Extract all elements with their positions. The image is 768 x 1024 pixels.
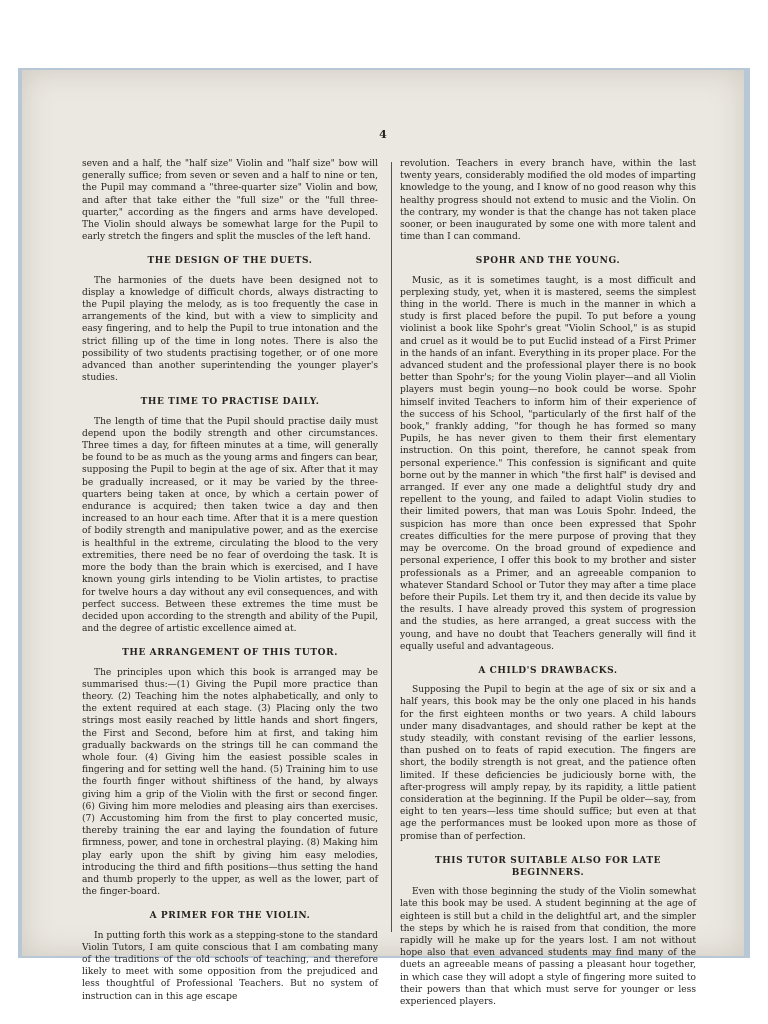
- continued-paragraph: seven and a half, the "half size" Violin and "half size" bow will generally suffice; from seven or seven and a half to nine or ten, the Pupil may command a "three-quarter size" Violin and bow, and after that take either the "full size" or the "full three-quarter," according as the fingers and arms have developed. The Violin should always be somewhat large for the Pupil to early stretch the fingers and split the muscles of the left hand.: [82, 159, 378, 243]
- time-paragraph: The length of time that the Pupil should practise daily must depend upon the bodily strength and other circumstances. Three times a day, for fifteen minutes at a time, will generally be found to be as much as the young arms and fingers can bear, supposing the Pupil to begin at the age of six. After that it may be gradually increased, or it may be varied by the three-quarters being taken at once, by which a certain power of endurance is acquired; then taken twice a day and then increased to an hour each time. After that it is a mere question of bodily strength and manipulative power, and as the exercise is healthful in the extreme, circulating the blood to the very extremities, there need be no fear of overdoing the task. It is more the body than the brain which is exercised, and I have known young girls intending to be Violin artistes, to practise for twelve hours a day without any evil consequences, and with perfect success. Between these extremes the time must be decided upon according to the strength and ability of the Pupil, and the degree of artistic excellence aimed at.: [82, 416, 378, 635]
- duets-paragraph: The harmonies of the duets have been designed not to display a knowledge of difficult chords, always distracting to the Pupil playing the melody, as is too frequently the case in arrangements of the kind, but with a view to simplicity and easy fingering, and to help the Pupil to true intonation and the strict filling up of the time in long notes. There is also the possibility of two students practising together, or of one more advanced than another superintending the younger player's studies.: [82, 275, 378, 384]
- column-divider: [391, 162, 392, 932]
- continued-paragraph-right: revolution. Teachers in every branch have, within the last twenty years, considerably modified the old modes of imparting knowledge to the young, and I know of no good reason why this healthy progress should not extend to music and the Violin. On the contrary, my wonder is that the change has not taken place sooner, or been inaugurated by some one with more talent and time than I can command.: [400, 159, 696, 243]
- section-heading-time: THE TIME TO PRACTISE DAILY.: [140, 397, 320, 408]
- primer-paragraph: In putting forth this work as a stepping-stone to the standard Violin Tutors, I am quite conscious that I am combating many of the traditions of the old schools of teaching, and therefore likely to meet with some opposition from the prejudiced and less thoughtful of Professional Teachers. But no system of instruction can in this age escape: [82, 930, 378, 1002]
- late-beginners-paragraph: Even with those beginning the study of the Violin somewhat late this book may be used. A student beginning at the age of eighteen is still but a child in the delightful art, and the simpler the steps by which he is raised from that condition, the more rapidly will he make up for the years lost. I am not without hope also that even advanced students may find many of the duets an agreeable means of passing a pleasant hour together, in which case they will adopt a style of fingering more suited to their powers than that which must serve for younger or less experienced players.: [400, 887, 696, 1007]
- section-heading-duets: THE DESIGN OF THE DUETS.: [147, 256, 313, 267]
- page-number: 4: [379, 128, 387, 141]
- left-column: [82, 158, 378, 1002]
- section-heading-arrangement: THE ARRANGEMENT OF THIS TUTOR.: [122, 648, 338, 659]
- spohr-paragraph: Music, as it is sometimes taught, is a most difficult and perplexing study, yet, when it is mastered, seems the simplest thing in the world. There is much in the manner in which a study is first placed before the pupil. To put before a young violinist a book like Spohr's great "Violin School," is as stupid and cruel as it would be to put Euclid instead of a First Primer in the hands of an infant. Everything in its proper place. For the advanced student and the professional player there is no book better than Spohr's; for the young Violin player—and all Violin players must begin young—no book could be worse. Spohr himself invited Teachers to inform him of their experience of the success of his School, "particularly of the first half of the book," frankly adding, "for though he has formed so many Pupils, he has never given to them their first elementary instruction. On this point, therefore, he cannot speak from personal experience." This confession is significant and quite borne out by the manner in which "the first half" is devised and arranged. If ever any one made a delightful study dry and repellent to the young, and failed to adapt Violin studies to their limited powers, that man was Louis Spohr. Indeed, the suspicion has more than once been expressed that Spohr creates difficulties for the mere purpose of proving that they may be overcome. On the broad ground of expedience and personal experience, I offer this book to my brother and sister professionals as a Primer, and an agreeable companion to whatever Standard School or Tutor they may after a time place before their Pupils. Let them try it, and then decide its value by the results. I have already proved this system of progression and the studies, as here arranged, a great success with the young, and have no doubt that Teachers generally will find it equally useful and advantageous.: [400, 275, 697, 652]
- drawbacks-paragraph: Supposing the Pupil to begin at the age of six or six and a half years, this book may be the only one placed in his hands for the first eighteen months or two years. A child labours under many disadvantages, and should rather be kept at the study steadily, with constant revising of the earlier lessons, than pushed on to feats of rapid execution. The fingers are short, the bodily strength is not great, and the patience often limited. If these deficiencies be judiciously borne with, the after-progress will amply repay, by its rapidity, a little patient consideration at the beginning. If the Pupil be older—say, from eight to ten years—less time should suffice; but even at that age the performances must be looked upon more as those of promise than of perfection.: [400, 685, 696, 842]
- section-heading-drawbacks: A CHILD'S DRAWBACKS.: [478, 665, 618, 676]
- document-page: [22, 70, 744, 1007]
- arrangement-paragraph: The principles upon which this book is arranged may be summarised thus:—(1) Giving the Pupil more practice than theory. (2) Teaching him the notes alphabetically, and only to the extent required at each stage. (3) Placing only the two strings most easily reached by little hands and short fingers, the First and Second, before him at first, and taking him gradually backwards on the strings till he can command the whole four. (4) Giving him the easiest possible scales in fingering and for setting well the hand. (5) Training him to use the fourth finger without shiftiness of the hand, by always giving him a grip of the Violin with the first or second finger. (6) Giving him more melodies and pleasing airs than exercises. (7) Accustoming him from the first to play concerted music, thereby training the ear and laying the foundation of future firmness, power, and tone in orchestral playing. (8) Making him play early upon the shift by giving him easy melodies, introducing the third and fifth positions—thus setting the hand and thumb properly to the upper, as well as the lower, part of the finger-board.: [82, 667, 378, 898]
- section-heading-late-beginners: THIS TUTOR SUITABLE ALSO FOR LATE BEGINNERS.: [434, 855, 662, 878]
- right-column: [400, 158, 697, 1007]
- section-heading-primer: A PRIMER FOR THE VIOLIN.: [149, 911, 311, 922]
- section-heading-spohr: SPOHR AND THE YOUNG.: [475, 256, 621, 267]
